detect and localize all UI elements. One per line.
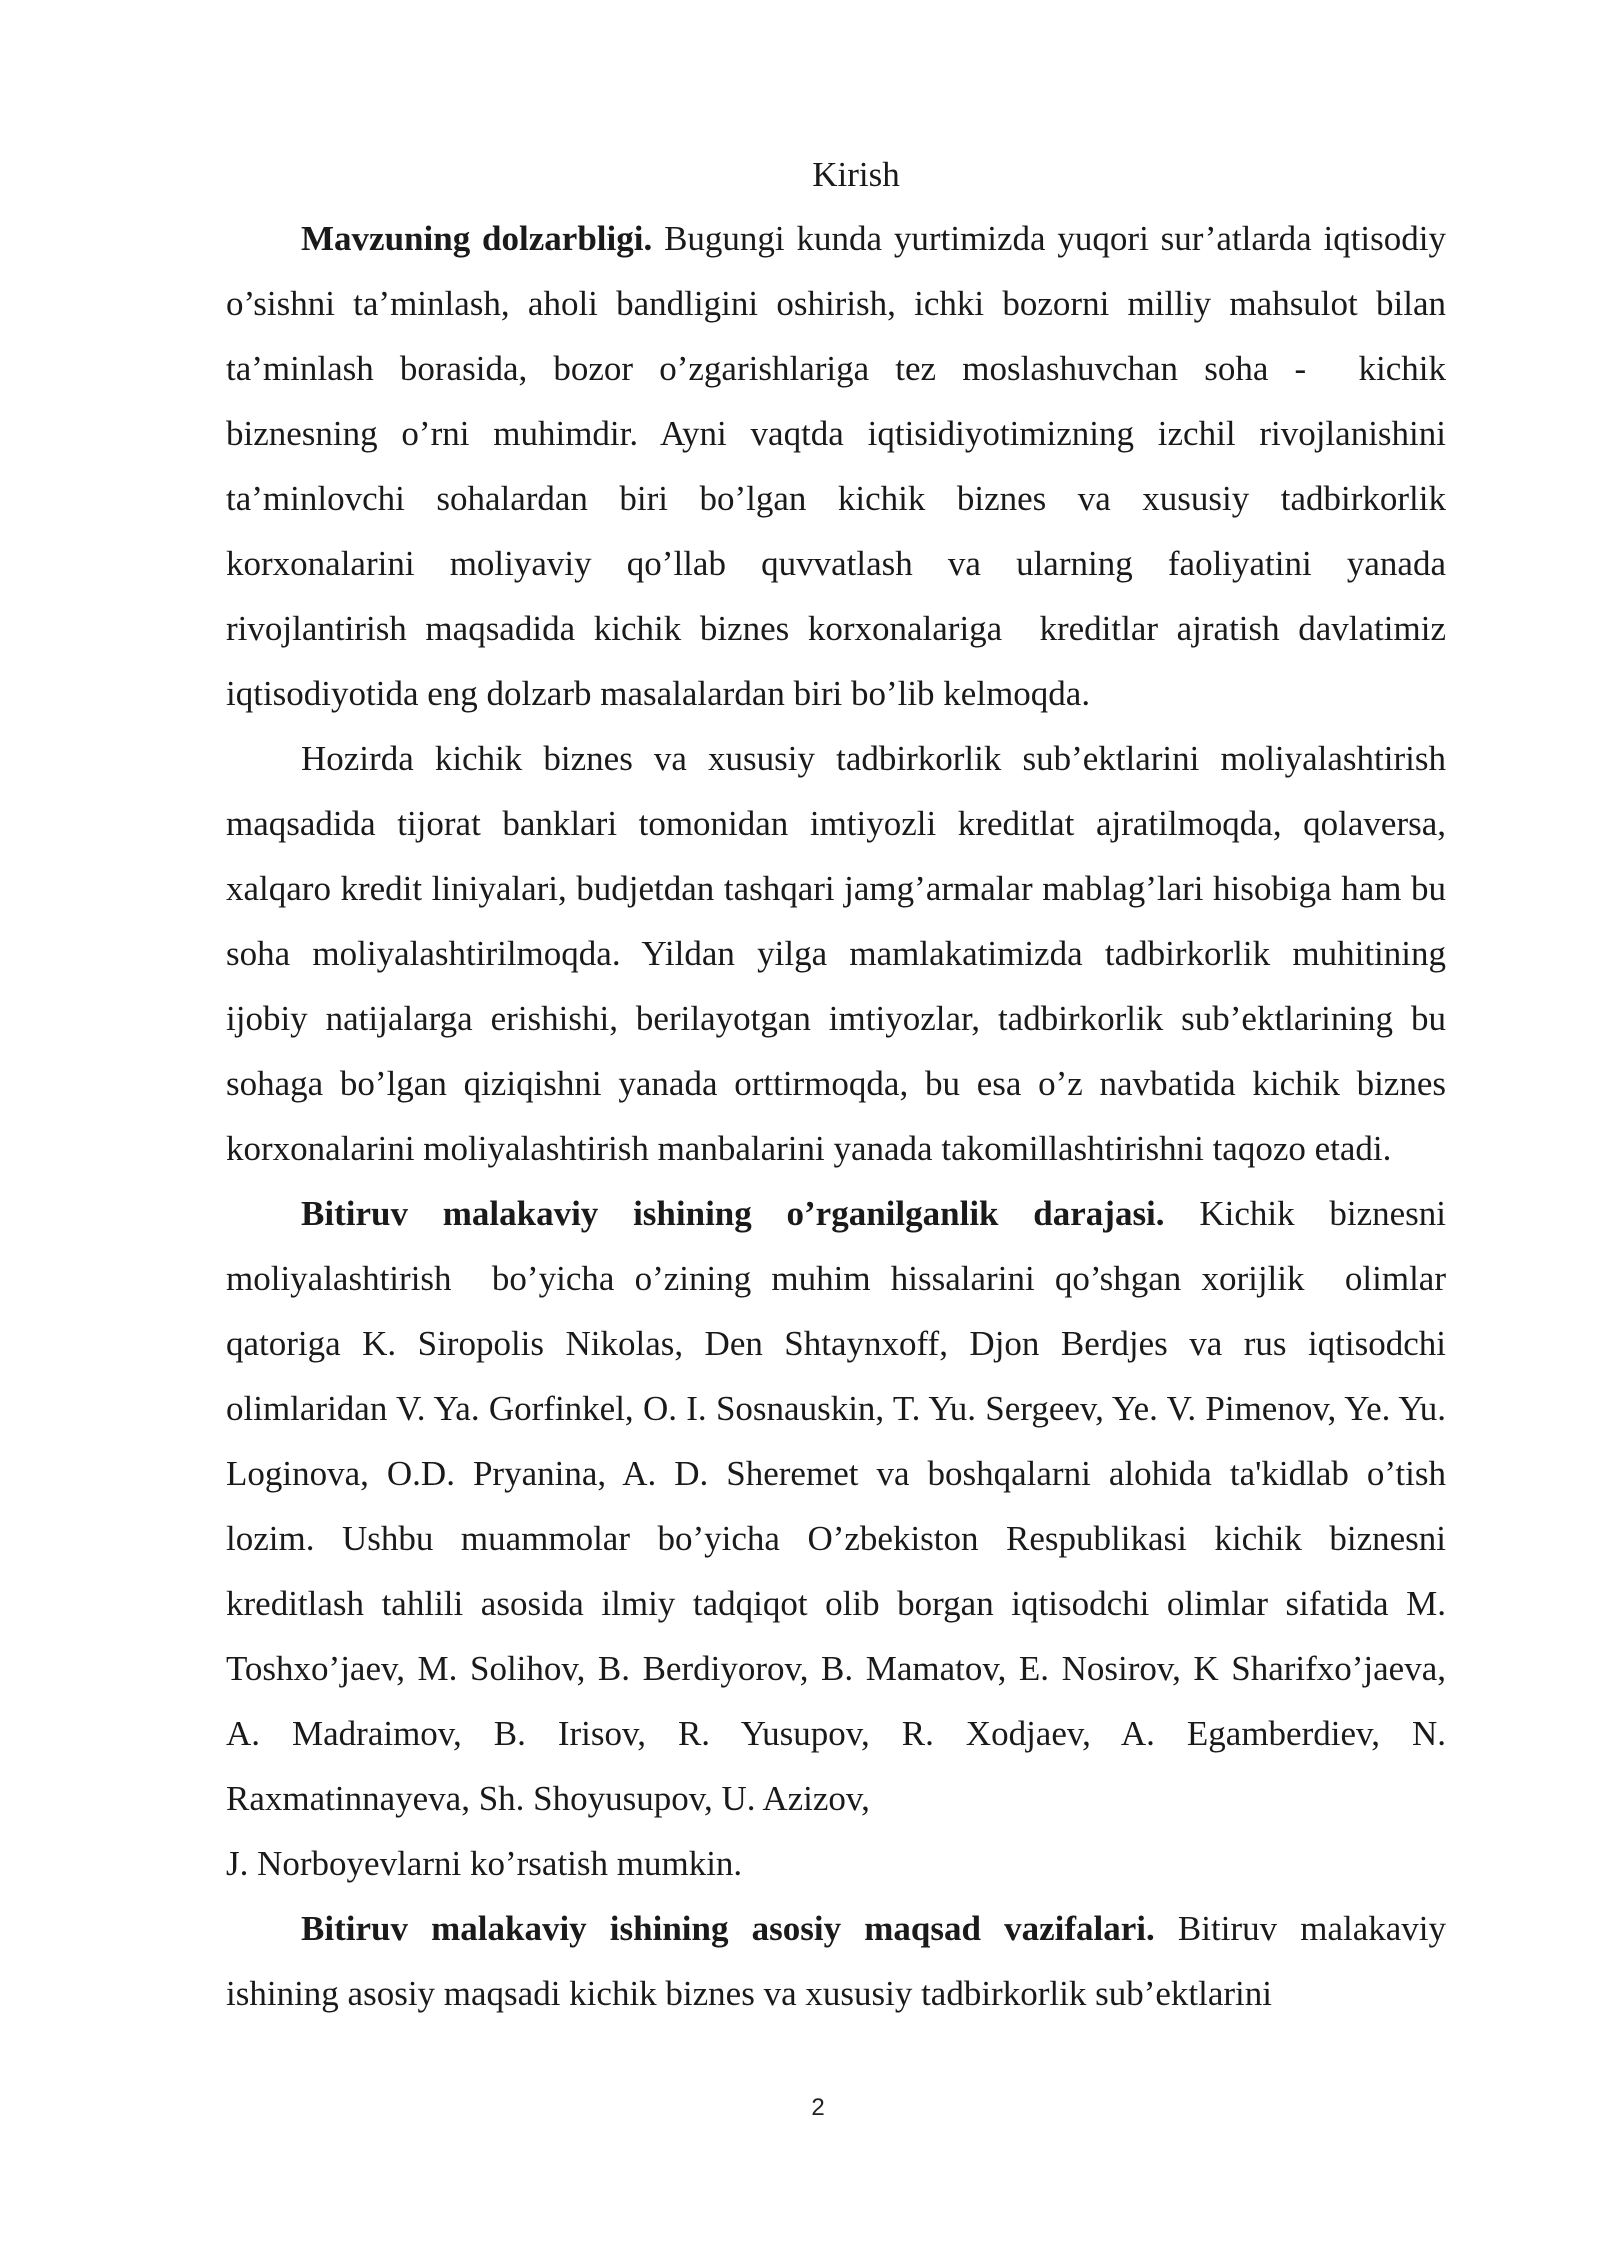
paragraph-lead-goals: Bitiruv malakaviy ishining asosiy maqsad vazifalari. bbox=[301, 1909, 1155, 1948]
paragraph-financing bbox=[226, 726, 1446, 1181]
paragraph-lead-relevance: Mavzuning dolzarbligi. bbox=[301, 219, 653, 258]
section-title: Kirish bbox=[812, 155, 900, 194]
page-number: 2 bbox=[811, 2094, 825, 2121]
paragraph-lead-research-degree: Bitiruv malakaviy ishining o’rganilganlik darajasi. bbox=[301, 1194, 1165, 1233]
paragraph-text-research-degree: Kichik biznesni moliyalashtirish bo’yicha o’zining muhim hissalarini qo’shgan xorijlik olimlar qatoriga K. Siropolis Nikolas, Den Shtaynxoff, Djon Berdjes va rus iqtisodchi olimlaridan V. Ya. Gorfinkel, O. I. Sosnauskin, T. Yu. Sergeev, Ye. V. Pimenov, Ye. Yu. Loginova, O.D. Pryanina, A. D. Sheremet va boshqalarni alohida ta'kidlab o’tish lozim. Ushbu muammolar bo’yicha O’zbekiston Respublikasi kichik biznesni kreditlash tahlili asosida ilmiy tadqiqot olib borgan iqtisodchi olimlar sifatida M. Toshxo’jaev, M. Solihov, B. Berdiyorov, B. Mamatov, E. Nosirov, K Sharifxo’jaeva, A. Madraimov, B. Irisov, R. Yusupov, R. Xodjaev, A. Egamberdiev, N. Raxmatinnayeva, Sh. Shoyusupov, U. Azizov, bbox=[226, 1194, 1446, 1818]
paragraph-text-goals: Bitiruv malakaviy ishining asosiy maqsadi kichik biznes va xususiy tadbirkorlik sub’ektlarini bbox=[226, 1909, 1447, 2013]
paragraph-text-financing: Hozirda kichik biznes va xususiy tadbirkorlik sub’ektlarini moliyalashtirish maqsadida tijorat banklari tomonidan imtiyozli kreditlat ajratilmoqda, qolaversa, xalqaro kredit liniyalari, budjetdan tashqari jamg’armalar mablag’lari hisobiga ham bu soha moliyalashtirilmoqda. Yildan yilga mamlakatimizda tadbirkorlik muhitining ijobiy natijalarga erishishi, berilayotgan imtiyozlar, tadbirkorlik sub’ektlarining bu sohaga bo’lgan qiziqishni yanada orttirmoqda, bu esa o’z navbatida kichik biznes korxonalarini moliyalashtirish manbalarini yanada takomillashtirishni taqozo etadi. bbox=[226, 739, 1446, 1168]
paragraph-text-relevance: Bugungi kunda yurtimizda yuqori sur’atlarda iqtisodiy o’sishni ta’minlash, aholi bandligini oshirish, ichki bozorni milliy mahsulot bilan ta’minlash borasida, bozor o’zgarishlariga tez moslashuvchan soha - kichik biznesning o’rni muhimdir. Ayni vaqtda iqtisidiyotimizning izchil rivojlanishini ta’minlovchi sohalardan biri bo’lgan kichik biznes va xususiy tadbirkorlik korxonalarini moliyaviy qo’llab quvvatlash va ularning faoliyatini yanada rivojlantirish maqsadida kichik biznes korxonalariga kreditlar ajratish davlatimiz iqtisodiyotida eng dolzarb masalalardan biri bo’lib kelmoqda. bbox=[226, 219, 1447, 713]
paragraph-goals bbox=[226, 1896, 1446, 2026]
paragraph-research-degree bbox=[226, 1181, 1446, 1896]
document-body bbox=[226, 148, 1446, 2026]
paragraph-tail-research-degree: J. Norboyevlarni ko’rsatish mumkin. bbox=[226, 1844, 743, 1883]
paragraph-relevance bbox=[226, 206, 1446, 726]
